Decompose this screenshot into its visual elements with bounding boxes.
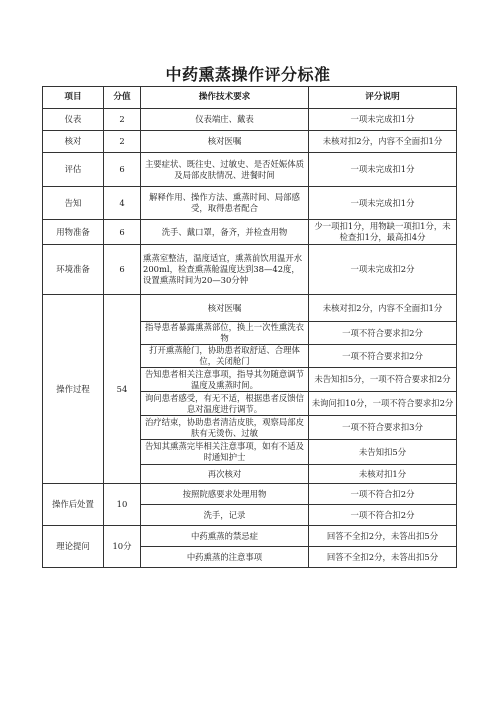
item-cell: 评估 [43, 153, 104, 187]
requirement-cell: 洗手、戴口罩，备齐，并检查用物 [141, 220, 309, 245]
table-row [43, 109, 457, 131]
note-cell: 一项不符合扣2分 [309, 484, 457, 505]
header-note: 评分说明 [309, 87, 457, 109]
header-requirement: 操作技术要求 [141, 87, 309, 109]
item-cell: 操作后处置 [43, 484, 104, 526]
table-row [43, 526, 457, 547]
note-cell: 回答不全扣2分，未答出扣5分 [309, 547, 457, 568]
note-cell: 一项未完成扣1分 [309, 109, 457, 131]
requirement-cell: 中药熏蒸的禁忌症 [141, 526, 309, 547]
requirement-cell: 解释作用、操作方法、熏蒸时间、局部感受，取得患者配合 [141, 187, 309, 220]
requirement-cell: 核对医嘱 [141, 131, 309, 153]
requirement-cell: 再次核对 [141, 465, 309, 484]
note-cell: 未核对扣2分，内容不全面扣1分 [309, 131, 457, 153]
note-cell: 回答不全扣2分，未答出扣5分 [309, 526, 457, 547]
item-cell: 仪表 [43, 109, 104, 131]
score-cell: 6 [104, 220, 141, 245]
header-score: 分值 [104, 87, 141, 109]
note-cell: 一项不符合扣2分 [309, 505, 457, 526]
item-cell: 用物准备 [43, 220, 104, 245]
requirement-cell: 主要症状、既往史、过敏史、是否妊娠体质及局部皮肤情况、进餐时间 [141, 153, 309, 187]
table-row [43, 220, 457, 245]
requirement-cell: 中药熏蒸的注意事项 [141, 547, 309, 568]
requirement-cell: 核对医嘱 [141, 295, 309, 322]
table-row [43, 131, 457, 153]
requirement-cell: 询问患者感受，有无不适，根据患者反馈信息对温度进行调节。 [141, 392, 309, 416]
score-cell: 10 [104, 484, 141, 526]
note-cell: 未核对扣2分，内容不全面扣1分 [309, 295, 457, 322]
page-title: 中药熏蒸操作评分标准 [165, 65, 331, 84]
item-cell: 环境准备 [43, 245, 104, 295]
item-cell: 操作过程 [43, 295, 104, 484]
requirement-cell: 告知其熏蒸完毕相关注意事项，如有不适及时通知护士 [141, 440, 309, 465]
table-row [43, 295, 457, 322]
requirement-cell: 熏蒸室整洁，温度适宜，熏蒸前饮用温开水200ml，检查熏蒸舱温度达到38—42度，设置熏蒸时间为20—30分钟 [141, 245, 309, 295]
note-cell: 一项未完成扣1分 [309, 187, 457, 220]
requirement-cell: 告知患者相关注意事项，指导其勿随意调节温度及熏蒸时间。 [141, 368, 309, 392]
note-cell: 未核对扣1分 [309, 465, 457, 484]
requirement-cell: 仪表端庄、戴表 [141, 109, 309, 131]
requirement-cell: 打开熏蒸舱门，协助患者取舒适、合理体位，关闭舱门 [141, 345, 309, 368]
score-cell: 4 [104, 187, 141, 220]
score-cell: 6 [104, 153, 141, 187]
requirement-cell: 指导患者暴露熏蒸部位，换上一次性熏洗衣物 [141, 322, 309, 345]
item-cell: 告知 [43, 187, 104, 220]
scoring-table [42, 86, 457, 568]
score-cell: 54 [104, 295, 141, 484]
score-cell: 10分 [104, 526, 141, 568]
note-cell: 少一项扣1分，用物缺一项扣1分，未检查扣1分，最高扣4分 [309, 220, 457, 245]
requirement-cell: 治疗结束，协助患者清洁皮肤，观察局部皮肤有无烫伤、过敏 [141, 416, 309, 440]
score-cell: 6 [104, 245, 141, 295]
score-cell: 2 [104, 131, 141, 153]
table-row [43, 245, 457, 295]
note-cell: 一项不符合要求扣2分 [309, 345, 457, 368]
note-cell: 未告知扣5分，一项不符合要求扣2分 [309, 368, 457, 392]
item-cell: 核对 [43, 131, 104, 153]
table-header-row [43, 87, 457, 109]
requirement-cell: 按照院感要求处理用物 [141, 484, 309, 505]
requirement-cell: 洗手，记录 [141, 505, 309, 526]
header-item: 项目 [43, 87, 104, 109]
table-row [43, 153, 457, 187]
note-cell: 一项不符合要求扣3分 [309, 416, 457, 440]
item-cell: 理论提问 [43, 526, 104, 568]
note-cell: 一项未完成扣2分 [309, 245, 457, 295]
note-cell: 一项未完成扣1分 [309, 153, 457, 187]
score-cell: 2 [104, 109, 141, 131]
note-cell: 未询问扣10分，一项不符合要求扣2分 [309, 392, 457, 416]
note-cell: 未告知扣5分 [309, 440, 457, 465]
table-row [43, 484, 457, 505]
table-row [43, 187, 457, 220]
note-cell: 一项不符合要求扣2分 [309, 322, 457, 345]
